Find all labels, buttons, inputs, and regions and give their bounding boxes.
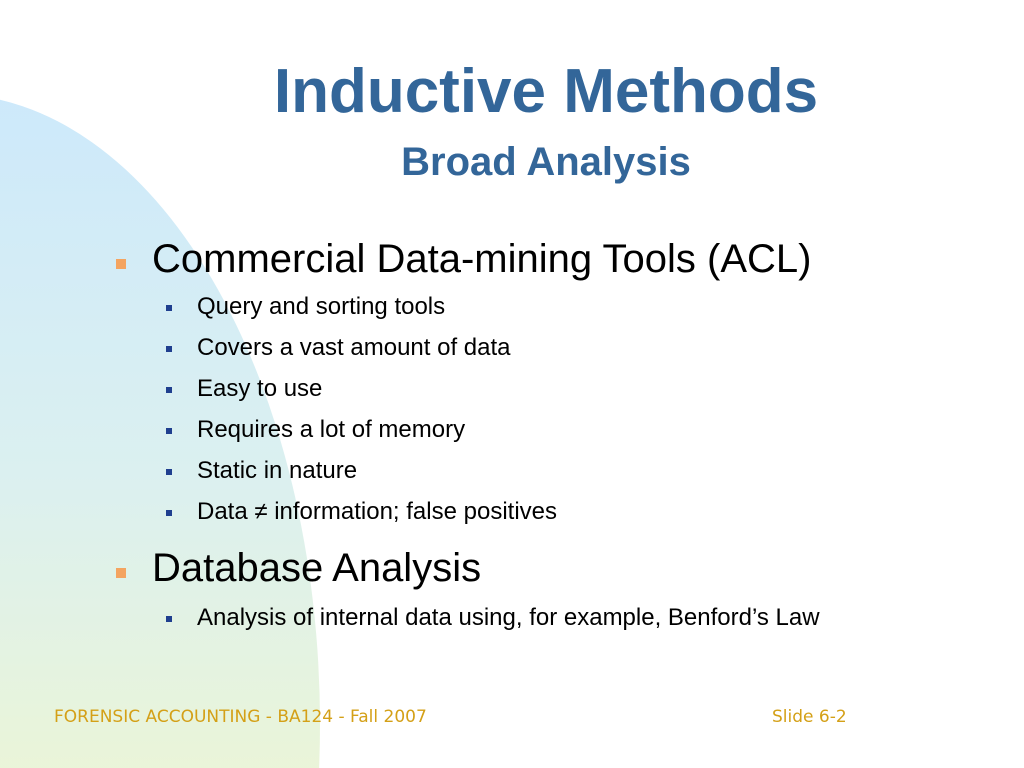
bullet-text: Database Analysis (152, 546, 482, 590)
small-square-bullet-icon (166, 469, 172, 475)
sub-bullet-text: Easy to use (197, 375, 323, 402)
sub-bullet-text: Query and sorting tools (197, 293, 446, 320)
sub-bullet-text: Requires a lot of memory (197, 416, 466, 443)
slide-subtitle: Broad Analysis (401, 140, 691, 184)
slide-title: Inductive Methods (273, 57, 819, 126)
footer-course-label: FORENSIC ACCOUNTING - BA124 - Fall 2007 (54, 707, 427, 727)
square-bullet-icon (116, 568, 126, 578)
footer-slide-number: Slide 6-2 (772, 707, 847, 727)
small-square-bullet-icon (166, 510, 172, 516)
sub-bullet-text: Covers a vast amount of data (197, 334, 511, 361)
small-square-bullet-icon (166, 387, 172, 393)
square-bullet-icon (116, 259, 126, 269)
bullet-text: Commercial Data-mining Tools (ACL) (152, 237, 812, 281)
small-square-bullet-icon (166, 428, 172, 434)
sub-bullet-text: Analysis of internal data using, for example, Benford’s Law (197, 604, 820, 631)
small-square-bullet-icon (166, 616, 172, 622)
sub-bullet-text: Static in nature (197, 457, 358, 484)
small-square-bullet-icon (166, 346, 172, 352)
sub-bullet-text: Data ≠ information; false positives (197, 498, 557, 525)
small-square-bullet-icon (166, 305, 172, 311)
